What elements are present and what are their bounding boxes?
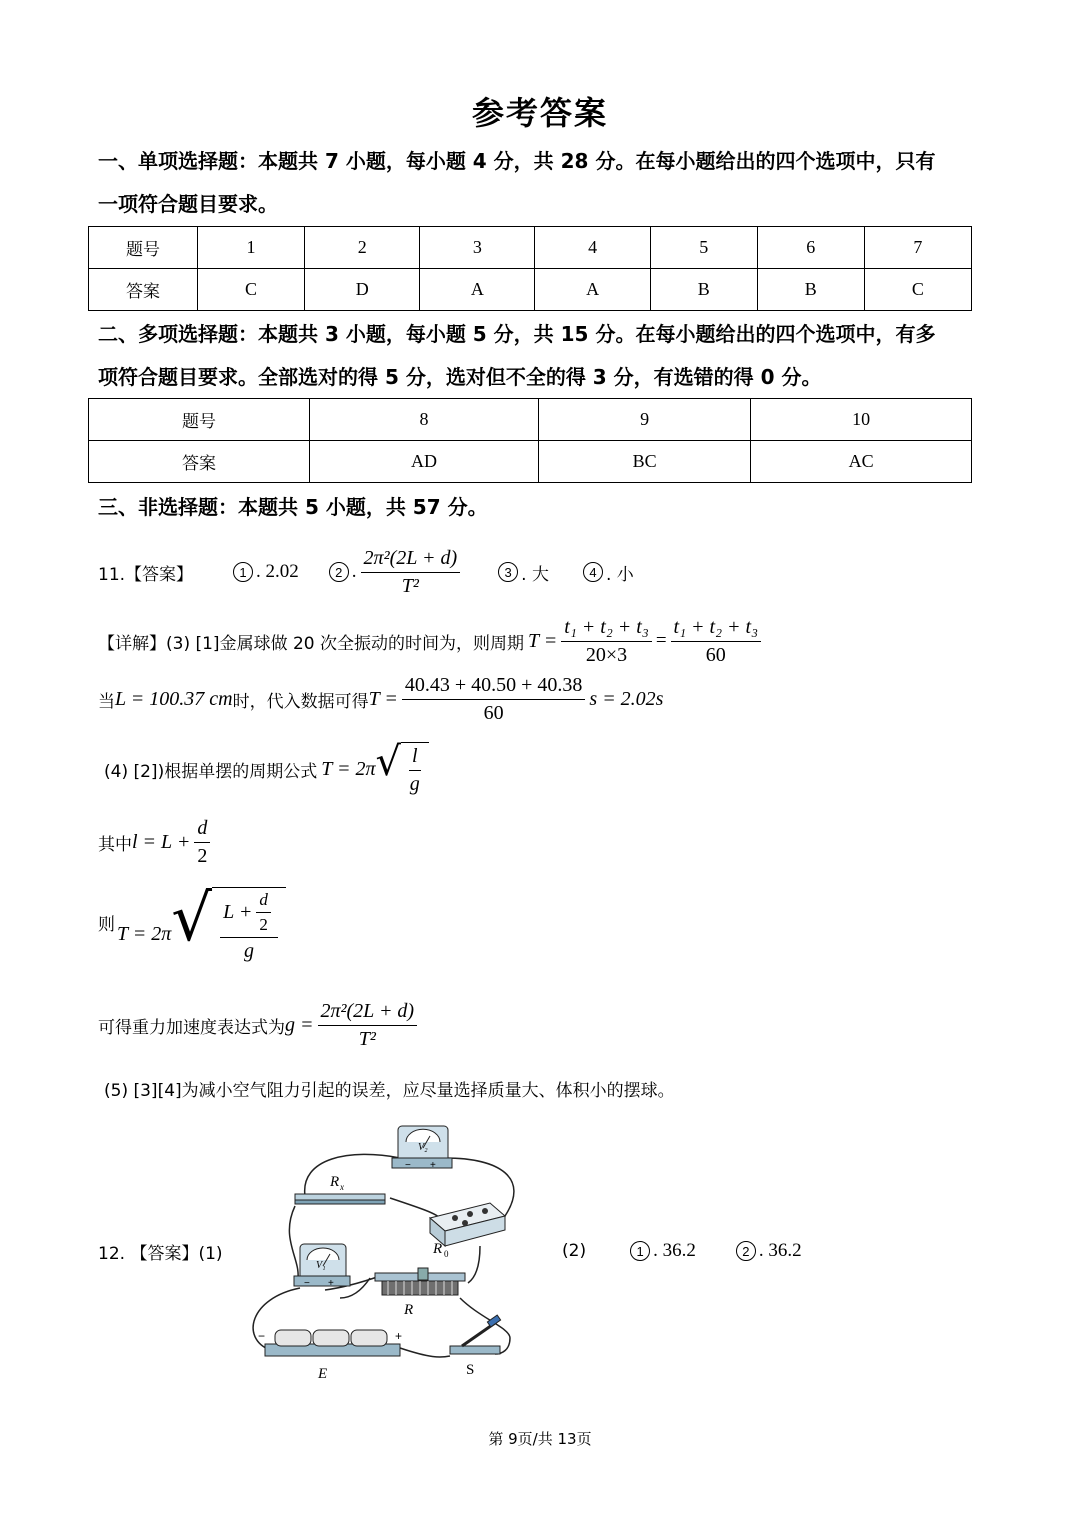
circled-number-icon: 4 — [583, 562, 603, 582]
rheostat-icon — [375, 1268, 465, 1318]
table-row — [89, 227, 972, 269]
fraction — [220, 890, 278, 963]
formula-lhs: T = — [368, 687, 398, 710]
table-cell: 2 — [305, 227, 420, 269]
fraction-denominator: g — [409, 773, 420, 795]
q12-answers — [562, 1238, 802, 1264]
table-cell: D — [305, 269, 420, 311]
circled-number-icon: 1 — [233, 562, 253, 582]
formula: T = 2π — [117, 922, 172, 945]
r0-subscript: 0 — [444, 1249, 449, 1259]
fraction — [194, 817, 210, 868]
section1-heading — [98, 140, 988, 226]
circuit-diagram — [240, 1118, 540, 1388]
table-cell: BC — [539, 441, 751, 483]
section1-line2: 一项符合题目要求。 — [98, 192, 278, 216]
detail-text: 其中 — [98, 834, 132, 855]
section3-heading: 三、非选择题：本题共 5 小题，共 57 分。 — [98, 495, 488, 519]
s-label: S — [466, 1362, 475, 1378]
fraction — [561, 616, 652, 667]
battery-icon — [258, 1329, 402, 1382]
circled-number-icon: 3 — [498, 562, 518, 582]
rx-subscript: x — [340, 1182, 344, 1192]
table-cell: 7 — [864, 227, 971, 269]
minus-label: − — [405, 1160, 411, 1171]
q11-detail5 — [98, 880, 286, 970]
table-cell: AC — [751, 441, 972, 483]
q11-detail1 — [98, 615, 765, 667]
table-cell: 4 — [535, 227, 650, 269]
r0-label: R — [433, 1241, 443, 1257]
fraction-denominator: 20×3 — [585, 643, 628, 666]
multi-choice-table — [88, 398, 972, 483]
table-cell: C — [864, 269, 971, 311]
table-cell: AD — [310, 441, 539, 483]
sqrt-icon: √ $\frac{l}{g}$ — [375, 742, 428, 796]
fraction-numerator: d — [194, 817, 210, 843]
q11-answer2-fraction — [361, 547, 461, 598]
formula-lhs: g = — [285, 1013, 314, 1036]
detail-text: 可得重力加速度表达式为 — [98, 1017, 285, 1038]
q11-detail6 — [98, 996, 421, 1054]
q11-detail4 — [98, 815, 214, 869]
section1-line1: 一、单项选择题：本题共 7 小题，每小题 4 分，共 28 分。在每小题给出的四个选项中，只有 — [98, 149, 936, 173]
table-cell: B — [757, 269, 864, 311]
fraction-denominator: T² — [401, 574, 419, 597]
table-cell: A — [535, 269, 650, 311]
fraction — [671, 616, 762, 667]
detail-text: 当 — [98, 691, 115, 712]
q12-label: 12. 【答案】(1) — [98, 1243, 223, 1264]
detail-text: 【详解】(3) [1]金属球做 20 次全振动的时间为，则周期 — [98, 633, 525, 654]
fraction-numerator: 2π²(2L + d) — [318, 1000, 418, 1026]
formula: l = L + — [132, 830, 191, 853]
q11-answer4: . 小 — [605, 564, 634, 585]
fraction — [402, 674, 586, 725]
q11-detail3 — [104, 740, 429, 798]
q12-part2-label: (2) — [562, 1241, 587, 1261]
formula-lhs: T = — [528, 629, 558, 652]
fraction-denominator: 2 — [259, 915, 268, 934]
fraction-numerator: 2π²(2L + d) — [361, 547, 461, 573]
q11-detail2 — [98, 672, 663, 726]
switch-icon — [450, 1315, 501, 1378]
resistor-rx-icon — [295, 1174, 385, 1204]
table-row — [89, 441, 972, 483]
plus-label: + — [430, 1160, 436, 1171]
q11-label: 11.【答案】 — [98, 564, 194, 585]
fraction-denominator: T² — [358, 1027, 376, 1050]
fraction-numerator: t₁ + t₂ + t₃ — [561, 616, 652, 642]
fraction — [409, 745, 421, 796]
table-cell: 6 — [757, 227, 864, 269]
e-label: E — [318, 1366, 328, 1382]
formula: L + — [223, 901, 253, 923]
table-cell: 5 — [650, 227, 757, 269]
v2-label: V₂ — [418, 1142, 428, 1153]
q11-answer-line: 11.【答案】 1 . 2.02 2 . $\frac{\text{2π²(2L + d)}}{\text{T²}}$ 3 . 大 4 . 小 — [98, 546, 634, 597]
detail-text: 时，代入数据可得 — [232, 691, 369, 712]
table-cell: B — [650, 269, 757, 311]
rx-label: R — [330, 1174, 340, 1190]
table-cell: 10 — [751, 399, 972, 441]
voltmeter-v1-icon — [294, 1244, 350, 1289]
r-label: R — [404, 1302, 414, 1318]
plus-label: + — [328, 1278, 334, 1289]
circled-number-icon: 2 — [736, 1241, 756, 1261]
table-row — [89, 269, 972, 311]
table-row — [89, 399, 972, 441]
table-header-label: 题号 — [89, 227, 198, 269]
fraction — [318, 1000, 418, 1051]
formula: T = 2π — [321, 757, 376, 780]
table-cell: 8 — [310, 399, 539, 441]
circled-number-icon: 2 — [329, 562, 349, 582]
q11-detail7: (5) [3][4]为减小空气阻力引起的误差，应尽量选择质量大、体积小的摆球。 — [104, 1080, 675, 1101]
section2-heading — [98, 313, 988, 399]
fraction-denominator: 60 — [705, 643, 726, 666]
table-answer-label: 答案 — [89, 269, 198, 311]
section2-line2: 项符合题目要求。全部选对的得 5 分，选对但不全的得 3 分，有选错的得 0 分。 — [98, 365, 822, 389]
minus-label: − — [304, 1278, 310, 1289]
page-title: 参考答案 — [471, 94, 608, 132]
table-answer-label: 答案 — [89, 441, 310, 483]
battery-minus-label: − — [258, 1329, 266, 1343]
page-footer: 第 9页/共 13页 — [488, 1430, 592, 1448]
fraction-denominator: g — [243, 940, 254, 962]
table-cell: A — [420, 269, 535, 311]
table-cell: C — [198, 269, 305, 311]
single-choice-table — [88, 226, 972, 311]
table-cell: 9 — [539, 399, 751, 441]
formula: L = 100.37 cm — [115, 687, 233, 710]
fraction-numerator: t₁ + t₂ + t₃ — [671, 616, 762, 642]
sqrt-icon: √ L + $\frac{d}{2}$ g — [171, 887, 286, 963]
fraction-numerator: 40.43 + 40.50 + 40.38 — [402, 674, 586, 700]
detail-text: 则 — [98, 915, 115, 935]
q11-answer1: . 2.02 — [256, 561, 299, 582]
fraction-numerator: l — [409, 745, 421, 771]
q12-answer1: . 36.2 — [653, 1240, 696, 1261]
fraction — [256, 890, 271, 935]
v1-label: V₁ — [316, 1260, 326, 1271]
formula-result: s = 2.02s — [589, 687, 664, 710]
resistance-box-r0-icon — [430, 1203, 505, 1259]
fraction-numerator: d — [256, 890, 271, 913]
table-cell: 3 — [420, 227, 535, 269]
voltmeter-v2-icon — [392, 1126, 452, 1171]
table-header-label: 题号 — [89, 399, 310, 441]
detail-text: (4) [2])根据单摆的周期公式 — [104, 761, 318, 782]
table-cell: 1 — [198, 227, 305, 269]
battery-plus-label: + — [395, 1329, 403, 1343]
circled-number-icon: 1 — [630, 1241, 650, 1261]
section2-line1: 二、多项选择题：本题共 3 小题，每小题 5 分，共 15 分。在每小题给出的四个选项中，有多 — [98, 322, 936, 346]
fraction-denominator: 2 — [197, 844, 208, 867]
q11-answer3: . 大 — [521, 564, 549, 585]
equals-sign: = — [655, 630, 667, 651]
q12-answer2: . 36.2 — [758, 1240, 802, 1261]
fraction-denominator: 60 — [483, 701, 504, 724]
